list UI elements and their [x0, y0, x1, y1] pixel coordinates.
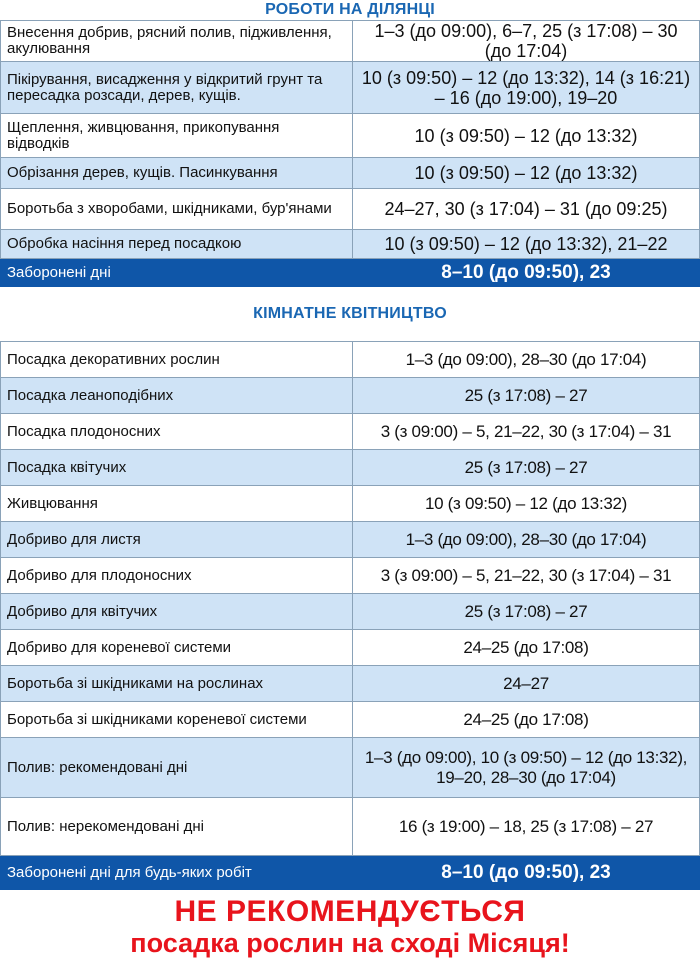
- dates-cell: 10 (з 09:50) – 12 (до 13:32), 21–22: [353, 230, 700, 259]
- dates-cell: 24–27: [353, 666, 700, 702]
- task-cell: Добриво для кореневої системи: [1, 630, 353, 666]
- task-cell: Обрізання дерев, кущів. Пасинкування: [1, 158, 353, 189]
- section-title-indoor-floriculture: КІМНАТНЕ КВІТНИЦТВО: [253, 305, 447, 322]
- table-row: [1, 158, 700, 189]
- dates-cell: 3 (з 09:00) – 5, 21–22, 30 (з 17:04) – 31: [353, 558, 700, 594]
- dates-cell: 1–3 (до 09:00), 10 (з 09:50) – 12 (до 13:32), 19–20, 28–30 (до 17:04): [353, 738, 700, 798]
- banned-days-label: Заборонені дні: [1, 259, 353, 287]
- table-row: [1, 62, 700, 114]
- plot-work-table: [0, 20, 700, 287]
- task-cell: Боротьба зі шкідниками кореневої системи: [1, 702, 353, 738]
- dates-cell: 10 (з 09:50) – 12 (до 13:32), 14 (з 16:21) – 16 (до 19:00), 19–20: [353, 62, 700, 114]
- banned-days-label: Заборонені дні для будь-яких робіт: [1, 856, 353, 890]
- dates-cell: 25 (з 17:08) – 27: [353, 594, 700, 630]
- task-cell: Живцювання: [1, 486, 353, 522]
- dates-cell: 1–3 (до 09:00), 28–30 (до 17:04): [353, 342, 700, 378]
- task-cell: Добриво для листя: [1, 522, 353, 558]
- task-cell: Внесення добрив, рясний полив, підживлення, акулювання: [1, 21, 353, 62]
- table-row: [1, 594, 700, 630]
- table-row: [1, 21, 700, 62]
- warning-line-2: посадка рослин на сході Місяця!: [130, 928, 570, 958]
- table-row: [1, 114, 700, 158]
- dates-cell: 3 (з 09:00) – 5, 21–22, 30 (з 17:04) – 31: [353, 414, 700, 450]
- dates-cell: 10 (з 09:50) – 12 (до 13:32): [353, 158, 700, 189]
- table-row: [1, 522, 700, 558]
- dates-cell: 10 (з 09:50) – 12 (до 13:32): [353, 114, 700, 158]
- banned-days-row: [1, 856, 700, 890]
- dates-cell: 24–27, 30 (з 17:04) – 31 (до 09:25): [353, 189, 700, 230]
- task-cell: Пікірування, висадження у відкритий грунт та пересадка розсади, дерев, кущів.: [1, 62, 353, 114]
- task-cell: Щеплення, живцювання, прикопування відводків: [1, 114, 353, 158]
- section-title-plot-work: РОБОТИ НА ДІЛЯНЦІ: [265, 1, 435, 18]
- dates-cell: 1–3 (до 09:00), 6–7, 25 (з 17:08) – 30 (до 17:04): [353, 21, 700, 62]
- task-cell: Добриво для квітучих: [1, 594, 353, 630]
- table-row: [1, 450, 700, 486]
- banned-days-dates: 8–10 (до 09:50), 23: [353, 259, 700, 287]
- table-row: [1, 558, 700, 594]
- table-row: [1, 702, 700, 738]
- dates-cell: 24–25 (до 17:08): [353, 702, 700, 738]
- dates-cell: 24–25 (до 17:08): [353, 630, 700, 666]
- task-cell: Посадка леаноподібних: [1, 378, 353, 414]
- table-row: [1, 189, 700, 230]
- task-cell: Добриво для плодоносних: [1, 558, 353, 594]
- table-row: [1, 798, 700, 856]
- task-cell: Полив: нерекомендовані дні: [1, 798, 353, 856]
- banned-days-dates: 8–10 (до 09:50), 23: [353, 856, 700, 890]
- warning-notice: [0, 896, 700, 958]
- dates-cell: 10 (з 09:50) – 12 (до 13:32): [353, 486, 700, 522]
- dates-cell: 25 (з 17:08) – 27: [353, 378, 700, 414]
- banned-days-row: [1, 259, 700, 287]
- dates-cell: 25 (з 17:08) – 27: [353, 450, 700, 486]
- task-cell: Боротьба з хворобами, шкідниками, бур'янами: [1, 189, 353, 230]
- table-row: [1, 230, 700, 259]
- table-row: [1, 666, 700, 702]
- task-cell: Боротьба зі шкідниками на рослинах: [1, 666, 353, 702]
- table-row: [1, 738, 700, 798]
- table-row: [1, 486, 700, 522]
- warning-line-1: НЕ РЕКОМЕНДУЄТЬСЯ: [174, 895, 526, 928]
- task-cell: Посадка квітучих: [1, 450, 353, 486]
- task-cell: Обробка насіння перед посадкою: [1, 230, 353, 259]
- task-cell: Посадка плодоносних: [1, 414, 353, 450]
- indoor-floriculture-table: [0, 341, 700, 890]
- task-cell: Посадка декоративних рослин: [1, 342, 353, 378]
- table-row: [1, 342, 700, 378]
- table-row: [1, 630, 700, 666]
- table-row: [1, 378, 700, 414]
- dates-cell: 1–3 (до 09:00), 28–30 (до 17:04): [353, 522, 700, 558]
- task-cell: Полив: рекомендовані дні: [1, 738, 353, 798]
- table-row: [1, 414, 700, 450]
- dates-cell: 16 (з 19:00) – 18, 25 (з 17:08) – 27: [353, 798, 700, 856]
